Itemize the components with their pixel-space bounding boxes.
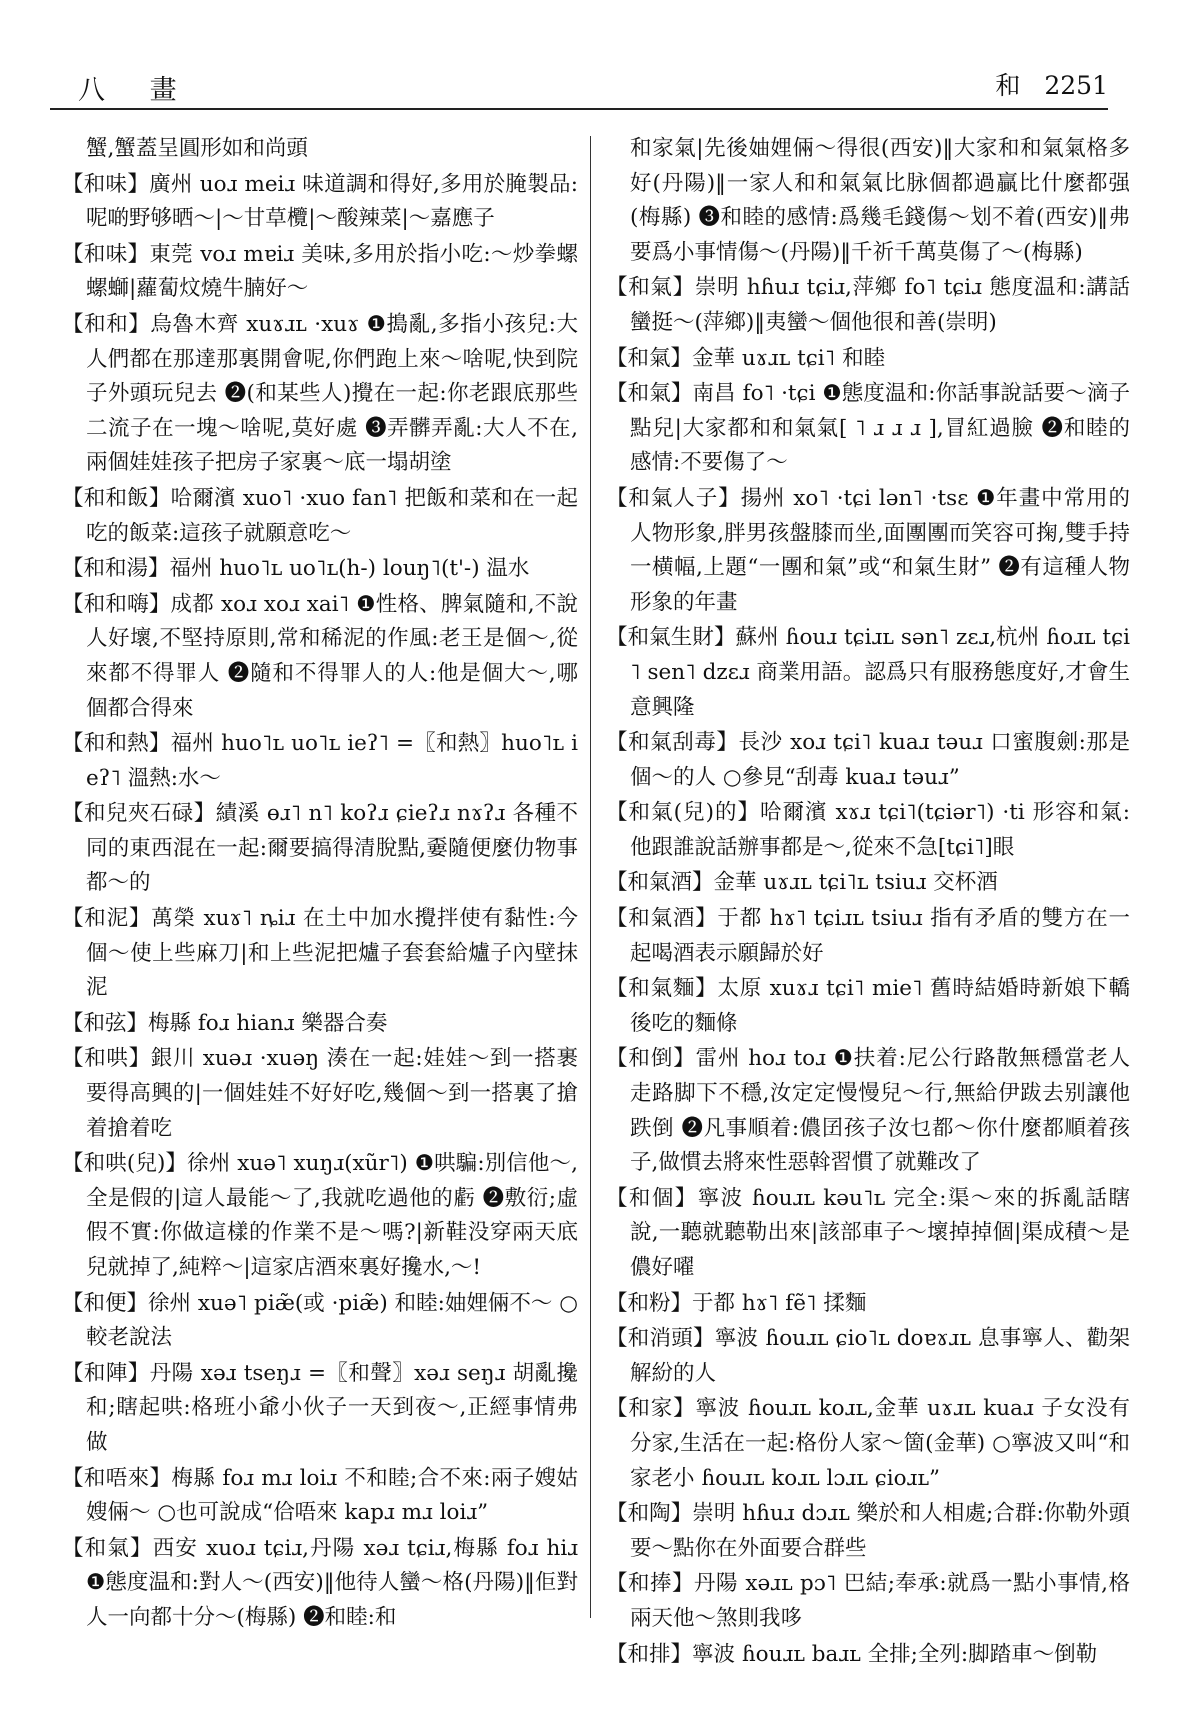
dictionary-entry: 【和氣刮毒】長沙 xoɹ tɕi˥ kuaɹ təuɹ 口蜜腹劍:那是個～的人 ○參見“刮毒 kuaɹ təuɹ” [606,730,1130,790]
dictionary-entry: 【和味】廣州 uoɹ meiɹ 味道調和得好,多用於腌製品:呢啲野够晒～|～甘草欖|～酸辣菜|～嘉應子 [62,171,578,232]
dictionary-entry: 【和氣】西安 xuoɹ tɕiɹ,丹陽 xəɹ tɕiɹ,梅縣 foɹ hiɹ ❶態度温和:對人～(西安)‖他待人蠻～格(丹陽)‖佢對人一向都十分～(梅縣) ❷和睦:和 [62,1535,578,1630]
headword-char: 和 [995,71,1021,100]
dictionary-entry: 【和氣酒】于都 hɤ˥ tɕiɹʟ tsiuɹ 指有矛盾的雙方在一起喝酒表示願歸於好 [606,906,1130,966]
dictionary-entry: 【和捧】丹陽 xəɹʟ pɔ˥ 巴結;奉承:就爲一點小事情,格兩天他～煞則我哆 [606,1571,1130,1631]
dictionary-entry: 和家氣|先後妯娌倆～得很(西安)‖大家和和氣氣格多好(丹陽)‖一家人和和氣氣比脉個都過贏比什麼都强(梅縣) ❸和睦的感情:爲幾毛錢傷～划不着(西安)‖弗要爲小事情傷～(丹陽)‖千祈千萬莫傷了～(梅縣) [630,136,1130,265]
dictionary-entry: 【和氣酒】金華 uɤɹʟ tɕi˥ʟ tsiuɹ 交杯酒 [606,870,998,896]
dictionary-entry: 【和唔來】梅縣 foɹ mɹ loiɹ 不和睦;合不來:兩子嫂姑嫂倆～ ○也可說成“佮唔來 kapɹ mɹ loiɹ” [62,1465,578,1526]
dictionary-entry: 【和陶】崇明 hɦuɹ dɔɹʟ 樂於和人相處;合群:你勒外頭要～點你在外面要合群些 [606,1501,1130,1561]
column-divider [590,136,591,1618]
running-head [971,66,1108,102]
dictionary-entry: 【和家】寧波 ɦouɹʟ koɹʟ,金華 uɤɹʟ kuaɹ 子女没有分家,生活在一起:格份人家～箇(金華) ○寧波又叫“和家老小 ɦouɹʟ koɹʟ lɔɹʟ ɕioɹʟ” [606,1396,1130,1491]
dictionary-entry: 【和泥】萬榮 xuɤ˥ ȵiɹ 在土中加水攪拌使有黏性:今個～使上些麻刀|和上些泥把爐子套套給爐子內壁抹泥 [62,906,578,1001]
dictionary-entry: 【和倒】雷州 hoɹ toɹ ❶扶着:尼公行路散無穩當老人走路脚下不穩,汝定定慢慢兒～行,無給伊跋去别讓他跌倒 ❷凡事順着:儂囝孩子汝乜都～你什麼都順着孩子,做慣去將來性惡斡習慣了就難改了 [606,1046,1130,1176]
dictionary-entry: 【和哄(兒)】徐州 xuə˥ xuŋɹ(xũr˥) ❶哄騙:別信他～,全是假的|這人最能～了,我就吃過他的虧 ❷敷衍;虛假不實:你做這樣的作業不是～嗎?|新鞋没穿兩天底兒就掉了,純粹～|這家店酒來裏好攙水,～! [62,1151,578,1280]
dictionary-entry: 【和和熱】福州 huo˥ʟ uo˥ʟ ieʔ˥ =〖和熱〗huo˥ʟ ieʔ˥ 溫熱:水～ [62,731,578,791]
dictionary-entry: 【和氣生財】蘇州 ɦouɹ tɕiɹʟ sən˥ zɛɹ,杭州 ɦoɹʟ tɕi˥ sen˥ dzɛɹ 商業用語。認爲只有服務態度好,才會生意興隆 [606,625,1130,720]
dictionary-entry: 【和消頭】寧波 ɦouɹʟ ɕio˥ʟ doɐɤɹʟ 息事寧人、勸架解紛的人 [606,1326,1130,1386]
dictionary-entry: 【和兒夾石碌】績溪 ɵɹ˥ n˥ koʔɹ ɕieʔɹ nɤʔɹ 各種不同的東西混在一起:爾要搞得清脫點,嫑隨便麼仂物事都～的 [62,801,578,896]
dictionary-entry: 【和和飯】哈爾濱 xuo˥ ·xuo fan˥ 把飯和菜和在一起吃的飯菜:這孩子就願意吃～ [62,485,578,546]
dictionary-entry: 【和氣麵】太原 xuɤɹ tɕi˥ mie˥ 舊時結婚時新娘下轎後吃的麵條 [606,976,1130,1036]
dictionary-entry: 【和個】寧波 ɦouɹʟ kəu˥ʟ 完全:渠～來的拆亂話瞎說,一聽就聽勒出來|該部車子～壞掉掉個|渠成積～是儂好嚁 [606,1185,1130,1280]
header-rule [50,108,1108,110]
dictionary-entry: 【和和】烏魯木齊 xuɤɹʟ ·xuɤ ❶搗亂,多指小孩兒:大人們都在那達那裏開會呢,你們跑上來～啥呢,快到院子外頭玩兒去 ❷(和某些人)攪在一起:你老跟底那些二流子在一塊～啥呢,莫好處 ❸弄髒弄亂:大人不在,兩個娃娃孩子把房子家裏～底一塌胡塗 [62,311,578,476]
dictionary-entry: 【和氣人子】揚州 xo˥ ·tɕi lən˥ ·tsɛ ❶年畫中常用的人物形象,胖男孩盤膝而坐,面團團而笑容可掬,雙手持一横幅,上題“一團和氣”或“和氣生財” ❷有這種人物形象的年畫 [606,485,1130,615]
dictionary-entry: 【和氣】南昌 fo˥ ·tɕi ❶態度温和:你話事說話要～滴子點兒|大家都和和氣氣[ ˥ ɹ ɹ ɹ ],冒紅過臉 ❷和睦的感情:不要傷了～ [606,381,1130,476]
dictionary-entry: 【和粉】于都 hɤ˥ fẽ˥ 揉麵 [606,1290,867,1316]
dictionary-entry: 【和氣】崇明 hɦuɹ tɕiɹ,萍鄉 fo˥ tɕiɹ 態度温和:講話蠻挺～(萍鄉)‖夷蠻～個他很和善(崇明) [606,275,1130,335]
dictionary-entry: 【和排】寧波 ɦouɹʟ baɹʟ 全排;全列:脚踏車～倒勒 [606,1641,1098,1667]
right-column [606,132,1130,1673]
page-header [50,62,1108,108]
dictionary-entry: 【和便】徐州 xuə˥ piæ̃(或 ·piæ̃) 和睦:妯娌倆不～ ○較老說法 [62,1290,578,1351]
dictionary-entry: 【和陣】丹陽 xəɹ tseŋɹ =〖和聲〗xəɹ seŋɹ 胡亂攙和;瞎起哄:格班小爺小伙子一天到夜～,正經事情弗做 [62,1360,578,1455]
dictionary-entry: 【和弦】梅縣 foɹ hianɹ 樂器合奏 [62,1010,388,1036]
dictionary-entry: 【和和嗨】成都 xoɹ xoɹ xai˥ ❶性格、脾氣隨和,不說人好壞,不堅持原則,常和稀泥的作風:老王是個～,從來都不得罪人 ❷隨和不得罪人的人:他是個大～,哪個都合得來 [62,591,578,721]
dictionary-entry: 【和氣(兒)的】哈爾濱 xɤɹ tɕi˥(tɕiər˥) ·ti 形容和氣:他跟誰說話辦事都是～,從來不急[tɕi˥]眼 [606,800,1130,860]
dictionary-entry: 【和哄】銀川 xuəɹ ·xuəŋ 湊在一起:娃娃～到一搭裹要得高興的|一個娃娃不好好吃,幾個～到一搭裏了搶着搶着吃 [62,1046,578,1141]
dictionary-entry: 【和和湯】福州 huo˥ʟ uo˥ʟ(h-) louŋ˥(t'-) 温水 [62,556,530,582]
dictionary-entry: 【和氣】金華 uɤɹʟ tɕi˥ 和睦 [606,345,886,371]
left-column [62,132,578,1637]
section-title: 八 畫 [78,75,195,106]
dictionary-entry: 蟹,蟹蓋呈圓形如和尚頭 [86,136,308,161]
dictionary-entry: 【和味】東莞 voɹ mɐiɹ 美味,多用於指小吃:～炒拳螺螺螄|蘿蔔炆燒牛腩好～ [62,241,578,302]
page-number: 2251 [1044,71,1108,100]
